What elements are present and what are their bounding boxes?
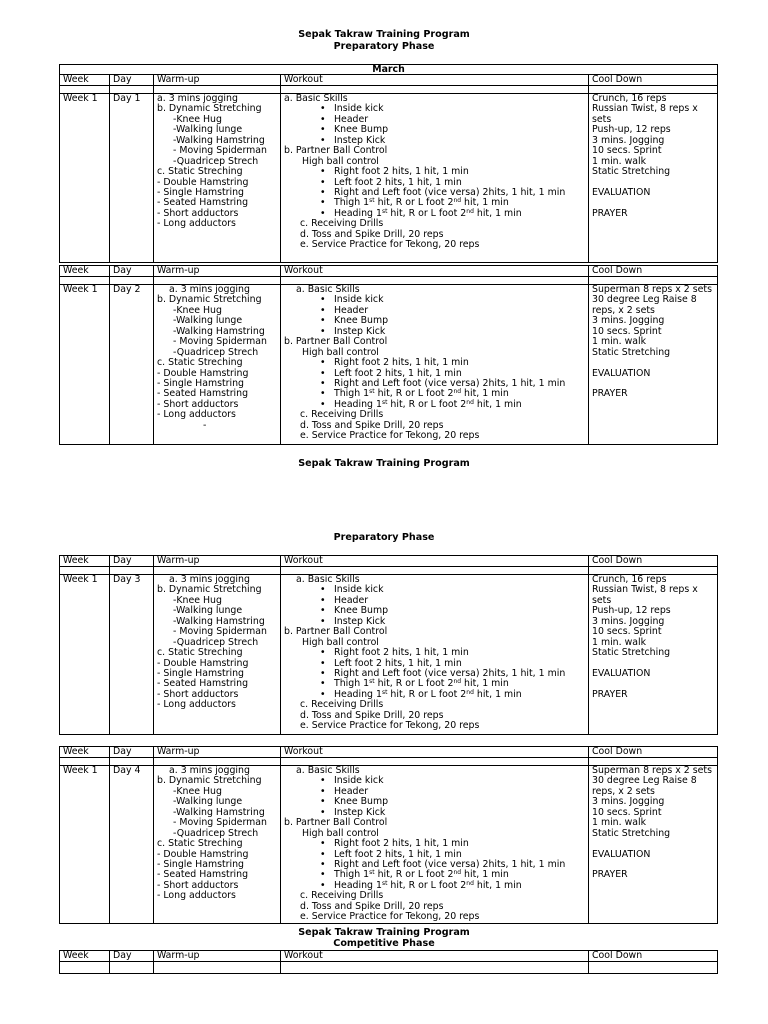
workout-skill: • Instep Kick [284,808,585,818]
workout-line: a. Basic Skills [296,284,360,295]
workout-cell [281,94,589,263]
warmup-line: -Quadricep Strech [173,155,259,167]
drill-text: Thigh 1 [334,197,370,209]
cooldown-line: Static Stretching [592,827,671,839]
workout-line: a. Basic Skills [284,93,348,104]
warmup-line: -Walking Hamstring [173,325,265,337]
col-week: Week [60,266,110,277]
drill-text: Heading 1 [334,879,382,891]
warmup-line: -Walking lunge [173,605,243,617]
workout-skill: • Inside kick [284,776,585,786]
drill-text: hit, 1 min [461,678,509,690]
workout-drill: • Right and Left foot (vice versa) 2hits, 1 hit, 1 min [284,379,585,389]
warmup-line: a. 3 mins jogging [169,284,250,295]
warmup-line: - Short adductors [157,398,239,410]
header-row [60,747,718,758]
workout-line: b. Partner Ball Control [284,817,388,829]
workout-line: e. Service Practice for Tekong, 20 reps [300,911,480,923]
drill-text: Thigh 1 [334,869,370,881]
workout-drill: • Right foot 2 hits, 1 hit, 1 min [284,648,585,658]
cooldown-line: 3 mins. Jogging [592,315,665,327]
cooldown-line: Russian Twist, 8 reps x [592,103,698,115]
workout-line: d. Toss and Spike Drill, 20 reps [300,228,444,240]
cooldown-line: Push-up, 12 reps [592,124,671,136]
col-warmup: Warm-up [154,266,281,277]
cooldown-line: Static Stretching [592,166,671,178]
warmup-line: a. 3 mins jogging [169,765,250,776]
schedule-table-day2 [59,265,718,445]
cooldown-line: 10 secs. Sprint [592,806,662,818]
drill-text: Thigh 1 [334,678,370,690]
col-cooldown: Cool Down [589,747,718,758]
drill-text: Heading 1 [334,398,382,410]
week-cell: Week 1 [60,575,110,735]
warmup-line: b. Dynamic Stretching [157,294,262,306]
warmup-line: - Seated Hamstring [157,197,249,209]
col-week: Week [60,951,110,962]
drill-text: st [369,388,375,396]
cooldown-line: 1 min. walk [592,817,647,829]
cooldown-line [592,358,714,368]
workout-drill: • Right and Left foot (vice versa) 2hits, 1 hit, 1 min [284,860,585,870]
cooldown-line: EVALUATION [592,667,651,679]
warmup-line: b. Dynamic Stretching [157,775,262,787]
warmup-line: -Quadricep Strech [173,827,259,839]
workout-skill: • Knee Bump [284,316,585,326]
cooldown-line: 3 mins. Jogging [592,134,665,146]
col-warmup: Warm-up [154,75,281,86]
warmup-line: -Walking Hamstring [173,806,265,818]
col-week: Week [60,75,110,86]
col-week: Week [60,556,110,567]
workout-skill: • Knee Bump [284,606,585,616]
cooldown-line: EVALUATION [592,367,651,379]
cooldown-line: PRAYER [592,688,628,700]
warmup-line: - Single Hamstring [157,667,245,679]
workout-line: High ball control [302,346,379,358]
drill-text: st [369,197,375,205]
warmup-cell [154,766,281,924]
drill-text: hit, R or L foot 2 [374,678,454,690]
cooldown-line: 1 min. walk [592,155,647,167]
day-cell: Day 1 [110,94,154,263]
workout-line: d. Toss and Spike Drill, 20 reps [300,709,444,721]
drill-text: hit, R or L foot 2 [374,197,454,209]
header-row [60,556,718,567]
cooldown-line: Push-up, 12 reps [592,605,671,617]
warmup-line: - Seated Hamstring [157,678,249,690]
cooldown-line: 1 min. walk [592,636,647,648]
warmup-line: - Moving Spiderman [173,817,267,829]
workout-line: c. Receiving Drills [300,218,384,230]
workout-line: e. Service Practice for Tekong, 20 reps [300,430,480,442]
workout-skill: • Header [284,306,585,316]
header-row [60,75,718,86]
warmup-line: a. 3 mins jogging [169,574,250,585]
warmup-line: - Short adductors [157,688,239,700]
warmup-line: - Long adductors [157,890,236,902]
cooldown-line: 30 degree Leg Raise 8 [592,294,697,306]
cooldown-line: sets [592,113,612,125]
cooldown-line: Russian Twist, 8 reps x [592,584,698,596]
drill-text: hit, R or L foot 2 [374,388,454,400]
cooldown-line: PRAYER [592,388,628,400]
cooldown-line: reps, x 2 sets [592,304,655,316]
drill-text: nd [453,678,462,686]
workout-line: High ball control [302,636,379,648]
cooldown-line: Crunch, 16 reps [592,93,667,104]
warmup-line: b. Dynamic Stretching [157,103,262,115]
schedule-table-day3 [59,555,718,735]
warmup-extra-dash: - [203,419,207,431]
workout-cell [281,575,589,735]
warmup-cell [154,285,281,445]
week-cell: Week 1 [60,766,110,924]
cooldown-cell [589,285,718,445]
drill-text: hit, R or L foot 2 [387,398,467,410]
drill-text: st [369,869,375,877]
workout-drill: • Right and Left foot (vice versa) 2hits, 1 hit, 1 min [284,669,585,679]
competitive-program-title: Sepak Takraw Training Program [298,927,470,938]
workout-cell [281,285,589,445]
warmup-line: c. Static Streching [157,838,243,850]
warmup-line: a. 3 mins jogging [157,93,238,104]
warmup-line: c. Static Streching [157,647,243,659]
drill-text: hit, R or L foot 2 [387,879,467,891]
warmup-line: - Single Hamstring [157,377,245,389]
workout-line: d. Toss and Spike Drill, 20 reps [300,900,444,912]
col-day: Day [110,266,154,277]
workout-drill: • Right foot 2 hits, 1 hit, 1 min [284,167,585,177]
workout-line: c. Receiving Drills [300,409,384,421]
workout-line: a. Basic Skills [296,574,360,585]
warmup-line: -Walking lunge [173,315,243,327]
warmup-line: - Double Hamstring [157,848,249,860]
warmup-line: - Single Hamstring [157,186,245,198]
cooldown-line: 10 secs. Sprint [592,325,662,337]
warmup-line: -Walking Hamstring [173,134,265,146]
program-title-2: Sepak Takraw Training Program [298,458,470,469]
week-cell: Week 1 [60,285,110,445]
warmup-line: - Long adductors [157,699,236,711]
workout-skill: • Knee Bump [284,797,585,807]
workout-line: b. Partner Ball Control [284,626,388,638]
drill-text: st [381,688,388,696]
workout-skill: • Inside kick [284,295,585,305]
workout-skill: • Header [284,115,585,125]
drill-text: Heading 1 [334,688,382,700]
program-title: Sepak Takraw Training Program [298,29,470,40]
workout-line: High ball control [302,155,379,167]
drill-text: st [381,398,388,406]
cooldown-line: 10 secs. Sprint [592,626,662,638]
workout-drill: • Left foot 2 hits, 1 hit, 1 min [284,850,585,860]
competitive-phase-title: Competitive Phase [333,938,435,949]
workout-line: e. Service Practice for Tekong, 20 reps [300,720,480,732]
workout-line: a. Basic Skills [296,765,360,776]
drill-text: hit, 1 min [473,879,522,891]
drill-text: hit, 1 min [461,388,509,400]
cooldown-line: PRAYER [592,207,628,219]
cooldown-cell [589,94,718,263]
cooldown-line: 30 degree Leg Raise 8 [592,775,697,787]
cooldown-line: sets [592,594,612,606]
day-row [60,285,718,445]
col-cooldown: Cool Down [589,556,718,567]
day-row [60,94,718,263]
day-cell: Day 4 [110,766,154,924]
drill-text: hit, 1 min [473,398,522,410]
col-cooldown: Cool Down [589,951,718,962]
warmup-line: - Moving Spiderman [173,336,267,348]
cooldown-line: Superman 8 reps x 2 sets [592,765,712,776]
drill-text: hit, R or L foot 2 [387,688,467,700]
warmup-line: - Seated Hamstring [157,388,249,400]
warmup-line: - Short adductors [157,207,239,219]
phase-title: Preparatory Phase [333,41,435,52]
warmup-line: -Knee Hug [173,594,222,606]
drill-text: nd [466,879,474,887]
workout-cell [281,766,589,924]
workout-drill: • Left foot 2 hits, 1 hit, 1 min [284,369,585,379]
workout-skill: • Instep Kick [284,136,585,146]
drill-text: hit, R or L foot 2 [387,207,467,219]
cooldown-line: EVALUATION [592,848,651,860]
schedule-table-competitive [59,950,718,974]
drill-text: nd [453,197,462,205]
drill-text: hit, 1 min [473,207,522,219]
warmup-line: - Double Hamstring [157,367,249,379]
workout-line: c. Receiving Drills [300,890,384,902]
warmup-line: - Moving Spiderman [173,145,267,157]
warmup-line: -Walking Hamstring [173,615,265,627]
workout-skill: • Instep Kick [284,617,585,627]
col-workout: Workout [281,75,589,86]
workout-line: High ball control [302,827,379,839]
week-cell: Week 1 [60,94,110,263]
cooldown-line: 10 secs. Sprint [592,145,662,157]
col-warmup: Warm-up [154,951,281,962]
col-warmup: Warm-up [154,747,281,758]
month-label: March [60,65,718,75]
col-cooldown: Cool Down [589,75,718,86]
workout-skill: • Header [284,596,585,606]
cooldown-line: reps, x 2 sets [592,785,655,797]
drill-text: st [369,678,375,686]
warmup-line: - Short adductors [157,879,239,891]
drill-text: hit, 1 min [461,869,509,881]
drill-text: st [381,879,388,887]
drill-text: st [381,207,388,215]
warmup-line: -Knee Hug [173,785,222,797]
workout-drill: • Left foot 2 hits, 1 hit, 1 min [284,659,585,669]
cooldown-line: Static Stretching [592,346,671,358]
col-workout: Workout [281,556,589,567]
warmup-cell [154,575,281,735]
workout-skill: • Knee Bump [284,125,585,135]
warmup-line: -Knee Hug [173,304,222,316]
workout-line: d. Toss and Spike Drill, 20 reps [300,419,444,431]
workout-skill: • Instep Kick [284,327,585,337]
workout-line: b. Partner Ball Control [284,145,388,157]
col-cooldown: Cool Down [589,266,718,277]
col-day: Day [110,556,154,567]
col-warmup: Warm-up [154,556,281,567]
workout-drill: • Right foot 2 hits, 1 hit, 1 min [284,839,585,849]
workout-line: c. Receiving Drills [300,699,384,711]
schedule-table-day4 [59,746,718,924]
cooldown-line: 3 mins. Jogging [592,796,665,808]
workout-drill: • Right foot 2 hits, 1 hit, 1 min [284,358,585,368]
drill-text: nd [453,388,462,396]
drill-text: Heading 1 [334,207,382,219]
warmup-line: - Long adductors [157,409,236,421]
cooldown-cell [589,766,718,924]
warmup-line: - Seated Hamstring [157,869,249,881]
col-day: Day [110,75,154,86]
warmup-line: -Knee Hug [173,113,222,125]
cooldown-line: Static Stretching [592,647,671,659]
day-cell: Day 2 [110,285,154,445]
warmup-line: - Moving Spiderman [173,626,267,638]
drill-text: hit, 1 min [473,688,522,700]
col-day: Day [110,747,154,758]
cooldown-line: PRAYER [592,869,628,881]
cooldown-line: EVALUATION [592,186,651,198]
warmup-line: - Single Hamstring [157,858,245,870]
warmup-cell [154,94,281,263]
drill-text: hit, R or L foot 2 [374,869,454,881]
drill-text: nd [466,688,474,696]
warmup-line: - Long adductors [157,218,236,230]
day-row [60,766,718,924]
phase-title-2: Preparatory Phase [333,532,435,543]
day-row [60,575,718,735]
warmup-line: -Quadricep Strech [173,346,259,358]
header-row [60,266,718,277]
cooldown-line: Crunch, 16 reps [592,574,667,585]
warmup-line: b. Dynamic Stretching [157,584,262,596]
cooldown-cell [589,575,718,735]
cooldown-line [592,839,714,849]
workout-skill: • Inside kick [284,104,585,114]
header-row [60,951,718,962]
col-day: Day [110,951,154,962]
cooldown-line: Superman 8 reps x 2 sets [592,284,712,295]
day-cell: Day 3 [110,575,154,735]
drill-text: nd [466,398,474,406]
drill-text: Thigh 1 [334,388,370,400]
warmup-line: -Quadricep Strech [173,636,259,648]
workout-drill: • Left foot 2 hits, 1 hit, 1 min [284,178,585,188]
warmup-line: -Walking lunge [173,124,243,136]
col-workout: Workout [281,266,589,277]
workout-line: b. Partner Ball Control [284,336,388,348]
warmup-line: -Walking lunge [173,796,243,808]
col-week: Week [60,747,110,758]
drill-text: hit, 1 min [461,197,509,209]
workout-skill: • Inside kick [284,585,585,595]
warmup-line: - Double Hamstring [157,176,249,188]
cooldown-line: 1 min. walk [592,336,647,348]
cooldown-line: 3 mins. Jogging [592,615,665,627]
col-workout: Workout [281,747,589,758]
col-workout: Workout [281,951,589,962]
drill-text: nd [453,869,462,877]
drill-text: nd [466,207,474,215]
workout-line: e. Service Practice for Tekong, 20 reps [300,239,480,251]
workout-skill: • Header [284,787,585,797]
schedule-table-day1 [59,64,718,263]
warmup-line: c. Static Streching [157,357,243,369]
warmup-line: - Double Hamstring [157,657,249,669]
workout-drill: • Right and Left foot (vice versa) 2hits, 1 hit, 1 min [284,188,585,198]
warmup-line: c. Static Streching [157,166,243,178]
